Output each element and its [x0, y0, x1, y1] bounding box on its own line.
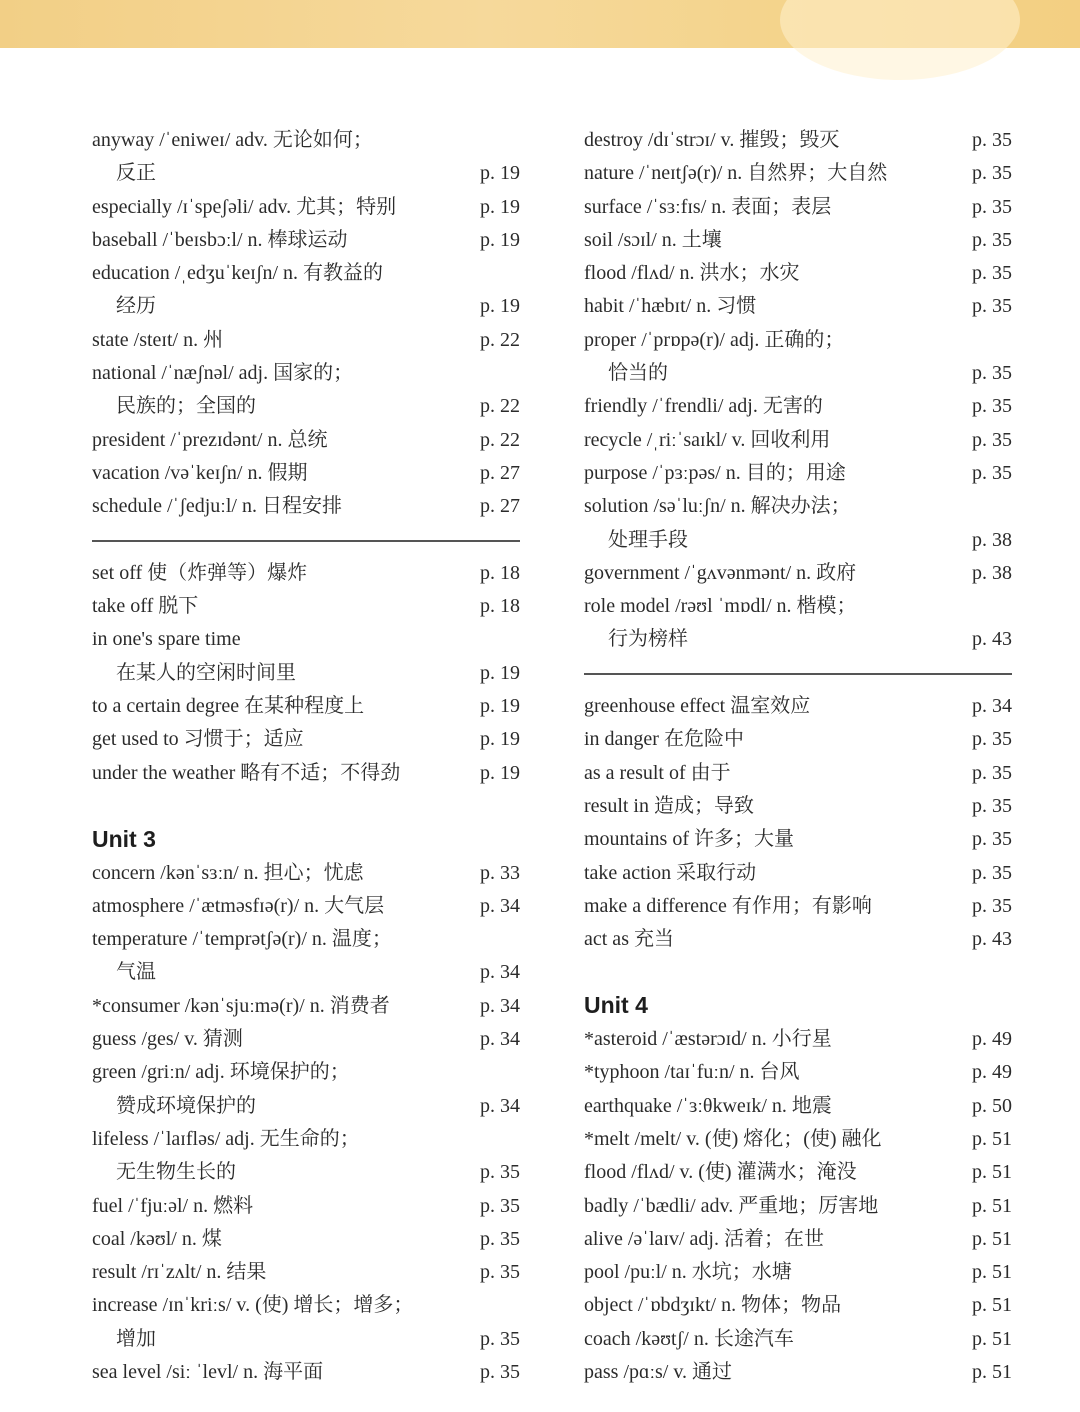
- vocab-entry: [92, 923, 520, 956]
- vocab-entry: [584, 923, 1012, 956]
- vocab-entry-text: anyway /ˈeniweɪ/ adv. 无论如何；: [92, 129, 373, 151]
- vocab-entry-text: friendly /ˈfrendli/ adj. 无害的: [584, 395, 823, 418]
- vocab-entry: [92, 723, 520, 756]
- vocab-entry: [92, 1223, 520, 1256]
- vocab-entry: [92, 191, 520, 224]
- vocab-entry: [584, 1190, 1012, 1223]
- page-reference: p. 35: [972, 894, 1012, 917]
- page-reference: p. 51: [972, 1227, 1012, 1250]
- vocab-entry-text: president /ˈprezɪdənt/ n. 总统: [92, 428, 328, 451]
- vocab-entry-text: concern /kənˈsɜːn/ n. 担心；忧虑: [92, 861, 364, 884]
- page-reference: p. 35: [480, 1194, 520, 1217]
- vocab-entry-text: habit /ˈhæbɪt/ n. 习惯: [584, 295, 757, 318]
- page-reference: p. 38: [972, 528, 1012, 551]
- page-reference: p. 35: [480, 1161, 520, 1184]
- page-reference: p. 35: [972, 262, 1012, 285]
- page-reference: p. 34: [972, 695, 1012, 718]
- vocab-entry: [92, 1056, 520, 1089]
- vocab-entry-text: act as 充当: [584, 928, 674, 951]
- vocab-entry: [92, 890, 520, 923]
- page-reference: p. 35: [972, 129, 1012, 151]
- vocab-entry-text: soil /sɔɪl/ n. 土壤: [584, 228, 722, 251]
- page-reference: p. 38: [972, 561, 1012, 584]
- vocab-entry: [92, 257, 520, 290]
- vocab-entry-text: guess /ges/ v. 猜测: [92, 1028, 243, 1051]
- vocab-entry-text: role model /rəʊl ˈmɒdl/ n. 楷模；: [584, 595, 857, 618]
- vocab-entry: [92, 1123, 520, 1156]
- page-reference: p. 43: [972, 928, 1012, 951]
- section-divider: [92, 524, 520, 557]
- vocab-entry: [92, 1289, 520, 1322]
- vocab-entry-text: greenhouse effect 温室效应: [584, 695, 811, 718]
- vocab-entry: [92, 490, 520, 523]
- vocab-entry: [92, 990, 520, 1023]
- vocab-entry-continuation: [92, 956, 520, 989]
- vocab-entry-text: destroy /dɪˈstrɔɪ/ v. 摧毁；毁灭: [584, 129, 840, 151]
- vocab-entry-text: pass /pɑːs/ v. 通过: [584, 1360, 733, 1383]
- vocab-entry-text: education /ˌedʒuˈkeɪʃn/ n. 有教益的: [92, 262, 384, 285]
- page-reference: p. 34: [480, 1094, 520, 1117]
- page-reference: p. 33: [480, 861, 520, 884]
- divider-line: [92, 540, 520, 542]
- vocab-entry-text: 无生物生长的: [116, 1161, 236, 1184]
- unit-heading: [92, 790, 520, 857]
- vocab-entry: [584, 490, 1012, 523]
- vocab-entry: [584, 723, 1012, 756]
- vocab-entry-text: temperature /ˈtemprətʃə(r)/ n. 温度；: [92, 928, 392, 951]
- page-reference: p. 51: [972, 1127, 1012, 1150]
- page-reference: p. 35: [480, 1360, 520, 1383]
- vocab-entry-text: 在某人的空闲时间里: [116, 661, 296, 684]
- vocab-entry: [584, 823, 1012, 856]
- vocab-entry: [92, 1190, 520, 1223]
- vocab-entry-text: green /griːn/ adj. 环境保护的；: [92, 1061, 350, 1084]
- page-reference: p. 51: [972, 1327, 1012, 1350]
- vocab-entry-text: result /rɪˈzʌlt/ n. 结果: [92, 1261, 267, 1284]
- page-reference: p. 19: [480, 295, 520, 318]
- vocab-entry: [584, 857, 1012, 890]
- vocab-entry-text: baseball /ˈbeɪsbɔːl/ n. 棒球运动: [92, 228, 348, 251]
- vocab-entry-text: lifeless /ˈlaɪfləs/ adj. 无生命的；: [92, 1127, 360, 1150]
- vocab-entry-text: 处理手段: [608, 528, 688, 551]
- vocab-entry-continuation: [92, 390, 520, 423]
- vocab-entry-text: to a certain degree 在某种程度上: [92, 695, 365, 718]
- vocab-entry-text: national /ˈnæʃnəl/ adj. 国家的；: [92, 362, 354, 385]
- vocab-entry-continuation: [92, 1090, 520, 1123]
- page-reference: p. 51: [972, 1261, 1012, 1284]
- vocab-entry-text: government /ˈgʌvənmənt/ n. 政府: [584, 561, 857, 584]
- page-reference: p. 49: [972, 1028, 1012, 1051]
- vocab-entry-text: make a difference 有作用；有影响: [584, 894, 872, 917]
- page-reference: p. 35: [972, 362, 1012, 385]
- vocab-entry-text: nature /ˈneɪtʃə(r)/ n. 自然界；大自然: [584, 162, 888, 185]
- vocab-entry-text: pool /puːl/ n. 水坑；水塘: [584, 1261, 792, 1284]
- page-reference: p. 18: [480, 561, 520, 584]
- page-reference: p. 43: [972, 628, 1012, 651]
- page-reference: p. 19: [480, 761, 520, 784]
- vocab-entry: [584, 1256, 1012, 1289]
- vocab-entry: [584, 1323, 1012, 1356]
- vocab-entry-text: earthquake /ˈɜːθkweɪk/ n. 地震: [584, 1094, 832, 1117]
- vocab-entry-text: object /ˈɒbdʒɪkt/ n. 物体；物品: [584, 1294, 842, 1317]
- vocab-entry-continuation: [92, 657, 520, 690]
- vocab-entry-text: 恰当的: [608, 362, 668, 385]
- page-reference: p. 35: [972, 861, 1012, 884]
- vocab-entry-text: coal /kəʊl/ n. 煤: [92, 1227, 222, 1250]
- vocab-entry-text: *melt /melt/ v. (使) 熔化；(使) 融化: [584, 1127, 882, 1150]
- page-reference: p. 35: [480, 1261, 520, 1284]
- page-reference: p. 50: [972, 1094, 1012, 1117]
- vocab-entry: [584, 690, 1012, 723]
- vocab-entry-text: 气温: [116, 961, 156, 984]
- vocab-entry-text: 反正: [116, 162, 156, 185]
- page-reference: p. 27: [480, 461, 520, 484]
- vocab-entry: [92, 1023, 520, 1056]
- vocab-entry: [584, 1056, 1012, 1089]
- page-reference: p. 35: [972, 794, 1012, 817]
- vocab-entry: [584, 1090, 1012, 1123]
- page-reference: p. 34: [480, 994, 520, 1017]
- page-reference: p. 19: [480, 728, 520, 751]
- vocab-entry: [584, 324, 1012, 357]
- vocab-entry-text: set off 使（炸弹等）爆炸: [92, 561, 308, 584]
- vocab-entry: [584, 757, 1012, 790]
- page-reference: p. 51: [972, 1194, 1012, 1217]
- vocab-entry-text: *asteroid /ˈæstərɔɪd/ n. 小行星: [584, 1028, 832, 1051]
- vocab-entry: [584, 1289, 1012, 1322]
- vocab-entry: [584, 790, 1012, 823]
- vocab-entry-text: mountains of 许多；大量: [584, 828, 794, 851]
- page-reference: p. 34: [480, 1028, 520, 1051]
- vocab-entry-text: in danger 在危险中: [584, 728, 744, 751]
- page-reference: p. 22: [480, 328, 520, 351]
- vocab-entry: [584, 1123, 1012, 1156]
- page-reference: p. 35: [972, 395, 1012, 418]
- page-reference: p. 49: [972, 1061, 1012, 1084]
- vocab-entry-continuation: [584, 524, 1012, 557]
- vocab-entry: [92, 357, 520, 390]
- vocab-entry: [584, 1156, 1012, 1189]
- page-reference: p. 19: [480, 228, 520, 251]
- vocab-entry: [92, 424, 520, 457]
- top-decorative-band: [0, 0, 1080, 48]
- vocab-entry-text: get used to 习惯于；适应: [92, 728, 304, 751]
- vocab-entry-text: 民族的；全国的: [116, 395, 256, 418]
- vocab-entry: [584, 290, 1012, 323]
- vocab-entry-text: result in 造成；导致: [584, 794, 754, 817]
- vocab-entry-continuation: [584, 357, 1012, 390]
- page-reference: p. 34: [480, 961, 520, 984]
- page-reference: p. 35: [972, 728, 1012, 751]
- vocab-entry-text: schedule /ˈʃedjuːl/ n. 日程安排: [92, 495, 342, 518]
- vocab-entry-text: fuel /ˈfjuːəl/ n. 燃料: [92, 1194, 254, 1217]
- vocab-entry: [92, 1356, 520, 1389]
- vocab-entry-text: as a result of 由于: [584, 761, 731, 784]
- page-reference: p. 19: [480, 162, 520, 185]
- vocab-entry: [92, 124, 520, 157]
- vocab-entry-text: recycle /ˌriːˈsaɪkl/ v. 回收利用: [584, 428, 831, 451]
- unit-heading-text: Unit 4: [584, 992, 648, 1019]
- vocab-entry: [584, 557, 1012, 590]
- page-reference: p. 35: [972, 162, 1012, 185]
- vocab-entry-text: under the weather 略有不适；不得劲: [92, 761, 401, 784]
- page-reference: p. 35: [972, 461, 1012, 484]
- vocab-entry-text: 经历: [116, 295, 156, 318]
- page-reference: p. 27: [480, 495, 520, 518]
- vocab-entry-text: flood /flʌd/ n. 洪水；水灾: [584, 262, 800, 285]
- vocab-entry-text: alive /əˈlaɪv/ adj. 活着；在世: [584, 1227, 824, 1250]
- page-reference: p. 35: [972, 828, 1012, 851]
- vocab-entry: [92, 457, 520, 490]
- page-reference: p. 35: [972, 761, 1012, 784]
- vocab-entry-text: increase /ɪnˈkriːs/ v. (使) 增长；增多；: [92, 1294, 414, 1317]
- vocab-entry-continuation: [92, 157, 520, 190]
- vocabulary-column-left: [92, 124, 520, 1389]
- vocab-entry: [584, 1023, 1012, 1056]
- vocab-entry-text: take off 脱下: [92, 595, 199, 618]
- vocab-entry-text: purpose /ˈpɜːpəs/ n. 目的；用途: [584, 461, 846, 484]
- vocab-entry: [92, 1256, 520, 1289]
- vocab-entry-text: especially /ɪˈspeʃəli/ adv. 尤其；特别: [92, 195, 397, 218]
- vocab-entry: [92, 857, 520, 890]
- unit-heading: [584, 956, 1012, 1023]
- vocab-entry: [584, 224, 1012, 257]
- vocabulary-column-right: [584, 124, 1012, 1389]
- vocab-entry: [92, 324, 520, 357]
- vocab-entry-continuation: [92, 1323, 520, 1356]
- unit-heading-text: Unit 3: [92, 825, 156, 852]
- page-reference: p. 22: [480, 395, 520, 418]
- vocab-entry: [584, 457, 1012, 490]
- page-reference: p. 51: [972, 1360, 1012, 1383]
- vocab-entry-text: atmosphere /ˈætməsfɪə(r)/ n. 大气层: [92, 894, 385, 917]
- divider-line: [584, 673, 1012, 675]
- vocab-entry-text: sea level /siː ˈlevl/ n. 海平面: [92, 1360, 324, 1383]
- vocab-entry-text: *consumer /kənˈsjuːmə(r)/ n. 消费者: [92, 994, 390, 1017]
- vocab-entry-text: surface /ˈsɜːfɪs/ n. 表面；表层: [584, 195, 832, 218]
- page-reference: p. 19: [480, 695, 520, 718]
- page-reference: p. 19: [480, 661, 520, 684]
- vocab-entry: [92, 757, 520, 790]
- page-reference: p. 34: [480, 894, 520, 917]
- page-reference: p. 22: [480, 428, 520, 451]
- vocab-entry-text: 赞成环境保护的: [116, 1094, 256, 1117]
- page-reference: p. 35: [972, 295, 1012, 318]
- vocab-entry: [92, 224, 520, 257]
- vocab-entry-text: state /steɪt/ n. 州: [92, 328, 224, 351]
- vocab-entry-text: flood /flʌd/ v. (使) 灌满水；淹没: [584, 1161, 857, 1184]
- vocab-entry: [92, 623, 520, 656]
- vocab-entry: [584, 191, 1012, 224]
- page-reference: p. 35: [972, 228, 1012, 251]
- vocab-entry: [584, 157, 1012, 190]
- vocab-entry: [92, 557, 520, 590]
- page-reference: p. 18: [480, 595, 520, 618]
- vocab-entry-continuation: [92, 1156, 520, 1189]
- page-reference: p. 51: [972, 1161, 1012, 1184]
- vocab-entry-text: badly /ˈbædli/ adv. 严重地；厉害地: [584, 1194, 879, 1217]
- vocab-entry-text: vacation /vəˈkeɪʃn/ n. 假期: [92, 461, 308, 484]
- vocab-entry-text: 增加: [116, 1327, 156, 1350]
- vocab-entry-continuation: [92, 290, 520, 323]
- page-reference: p. 51: [972, 1294, 1012, 1317]
- vocab-entry-text: 行为榜样: [608, 628, 688, 651]
- page-reference: p. 19: [480, 195, 520, 218]
- section-divider: [584, 657, 1012, 690]
- vocab-entry: [92, 590, 520, 623]
- vocab-entry: [584, 390, 1012, 423]
- vocab-entry: [584, 1356, 1012, 1389]
- page-reference: p. 35: [480, 1227, 520, 1250]
- vocab-entry: [584, 124, 1012, 157]
- vocab-entry-text: coach /kəʊtʃ/ n. 长途汽车: [584, 1327, 794, 1350]
- vocab-entry-continuation: [584, 623, 1012, 656]
- vocab-entry-text: proper /ˈprɒpə(r)/ adj. 正确的；: [584, 328, 845, 351]
- vocab-entry: [584, 1223, 1012, 1256]
- vocab-entry-text: solution /səˈluːʃn/ n. 解决办法；: [584, 495, 851, 518]
- page-reference: p. 35: [480, 1327, 520, 1350]
- vocab-entry: [92, 690, 520, 723]
- vocab-entry-text: *typhoon /taɪˈfuːn/ n. 台风: [584, 1061, 800, 1084]
- page-reference: p. 35: [972, 195, 1012, 218]
- page-reference: p. 35: [972, 428, 1012, 451]
- vocab-entry: [584, 424, 1012, 457]
- vocab-entry-text: take action 采取行动: [584, 861, 757, 884]
- vocab-entry: [584, 257, 1012, 290]
- vocab-entry: [584, 890, 1012, 923]
- vocab-entry-text: in one's spare time: [92, 628, 241, 651]
- vocab-entry: [584, 590, 1012, 623]
